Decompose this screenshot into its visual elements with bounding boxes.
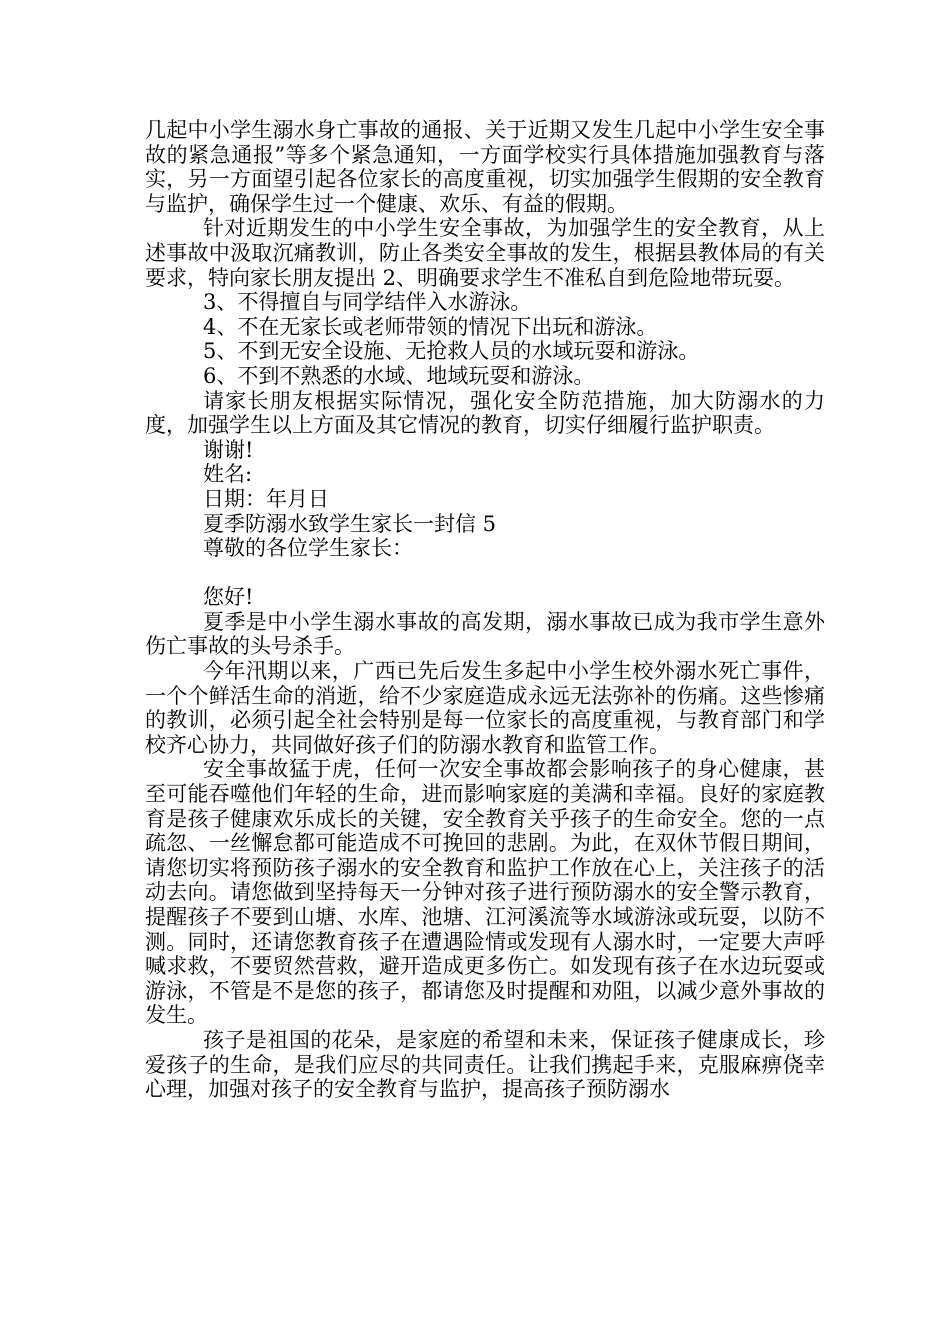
paragraph-parent-request: 请家长朋友根据实际情况，强化安全防范措施，加大防溺水的力度，加强学生以上方面及其它情况的教育，切实仔细履行监护职责。 xyxy=(145,388,825,438)
paragraph-shared-responsibility: 孩子是祖国的花朵，是家庭的希望和未来，保证孩子健康成长，珍爱孩子的生命，是我们应尽的共同责任。让我们携起手来，克服麻痹侥幸心理，加强对孩子的安全教育与监护，提高孩子预防溺水 xyxy=(145,1027,825,1102)
name-line: 姓名: xyxy=(203,462,253,487)
paragraph-measures: 针对近期发生的中小学生安全事故，为加强学生的安全教育，从上述事故中汲取沉痛教训，防止各类安全事故的发生，根据县教体局的有关要求，特向家长朋友提出 2、明确要求学生不准私自到危险地带玩耍。 xyxy=(145,216,825,290)
paragraph-summer-risk: 夏季是中小学生溺水事故的高发期，溺水事故已成为我市学生意外伤亡事故的头号杀手。 xyxy=(145,609,825,659)
salutation: 尊敬的各位学生家长： xyxy=(203,536,413,561)
date-line: 日期：年月日 xyxy=(203,486,329,511)
rule-item-6: 6、不到不熟悉的水域、地域玩耍和游泳。 xyxy=(203,363,595,388)
paragraph-safety-education: 安全事故猛于虎，任何一次安全事故都会影响孩子的身心健康，甚至可能吞噬他们年轻的生命，进而影响家庭的美满和幸福。良好的家庭教育是孩子健康欢乐成长的关键，安全教育关乎孩子的生命安全。您的一点疏忽、一丝懈怠都可能造成不可挽回的悲剧。为此，在双休节假日期间，请您切实将预防孩子溺水的安全教育和监护工作放在心上，关注孩子的活动去向。请您做到坚持每天一分钟对孩子进行预防溺水的安全警示教育，提醒孩子不要到山塘、水库、池塘、江河溪流等水域游泳或玩耍，以防不测。同时，还请您教育孩子在遭遇险情或发现有人溺水时，一定要大声呼喊求救，不要贸然营救，避开造成更多伤亡。如发现有孩子在水边玩耍或游泳，不管是不是您的孩子，都请您及时提醒和劝阻，以减少意外事故的发生。 xyxy=(145,757,825,1028)
rule-item-5: 5、不到无安全设施、无抢救人员的水域玩耍和游泳。 xyxy=(203,339,700,364)
paragraph-flood-season: 今年汛期以来，广西已先后发生多起中小学生校外溺水死亡事件，一个个鲜活生命的消逝，给不少家庭造成永远无法弥补的伤痛。这些惨痛的教训，必须引起全社会特别是每一位家长的高度重视，与教育部门和学校齐心协力，共同做好孩子们的防溺水教育和监管工作。 xyxy=(145,659,825,757)
paragraph-notice-intro: 几起中小学生溺水身亡事故的通报、关于近期又发生几起中小学生安全事故的紧急通报”等多个紧急通知，一方面学校实行具体措施加强教育与落实，另一方面望引起各位家长的高度重视，切实加强学生假期的安全教育与监护，确保学生过一个健康、欢乐、有益的假期。 xyxy=(145,118,825,216)
rule-item-3: 3、不得擅自与同学结伴入水游泳。 xyxy=(203,290,532,315)
thanks-line: 谢谢! xyxy=(203,437,254,462)
greeting: 您好! xyxy=(203,585,254,610)
rule-item-4: 4、不在无家长或老师带领的情况下出玩和游泳。 xyxy=(203,314,658,339)
letter-title: 夏季防溺水致学生家长一封信 5 xyxy=(203,511,497,536)
blank-line xyxy=(145,561,825,586)
document-page xyxy=(145,118,825,1102)
